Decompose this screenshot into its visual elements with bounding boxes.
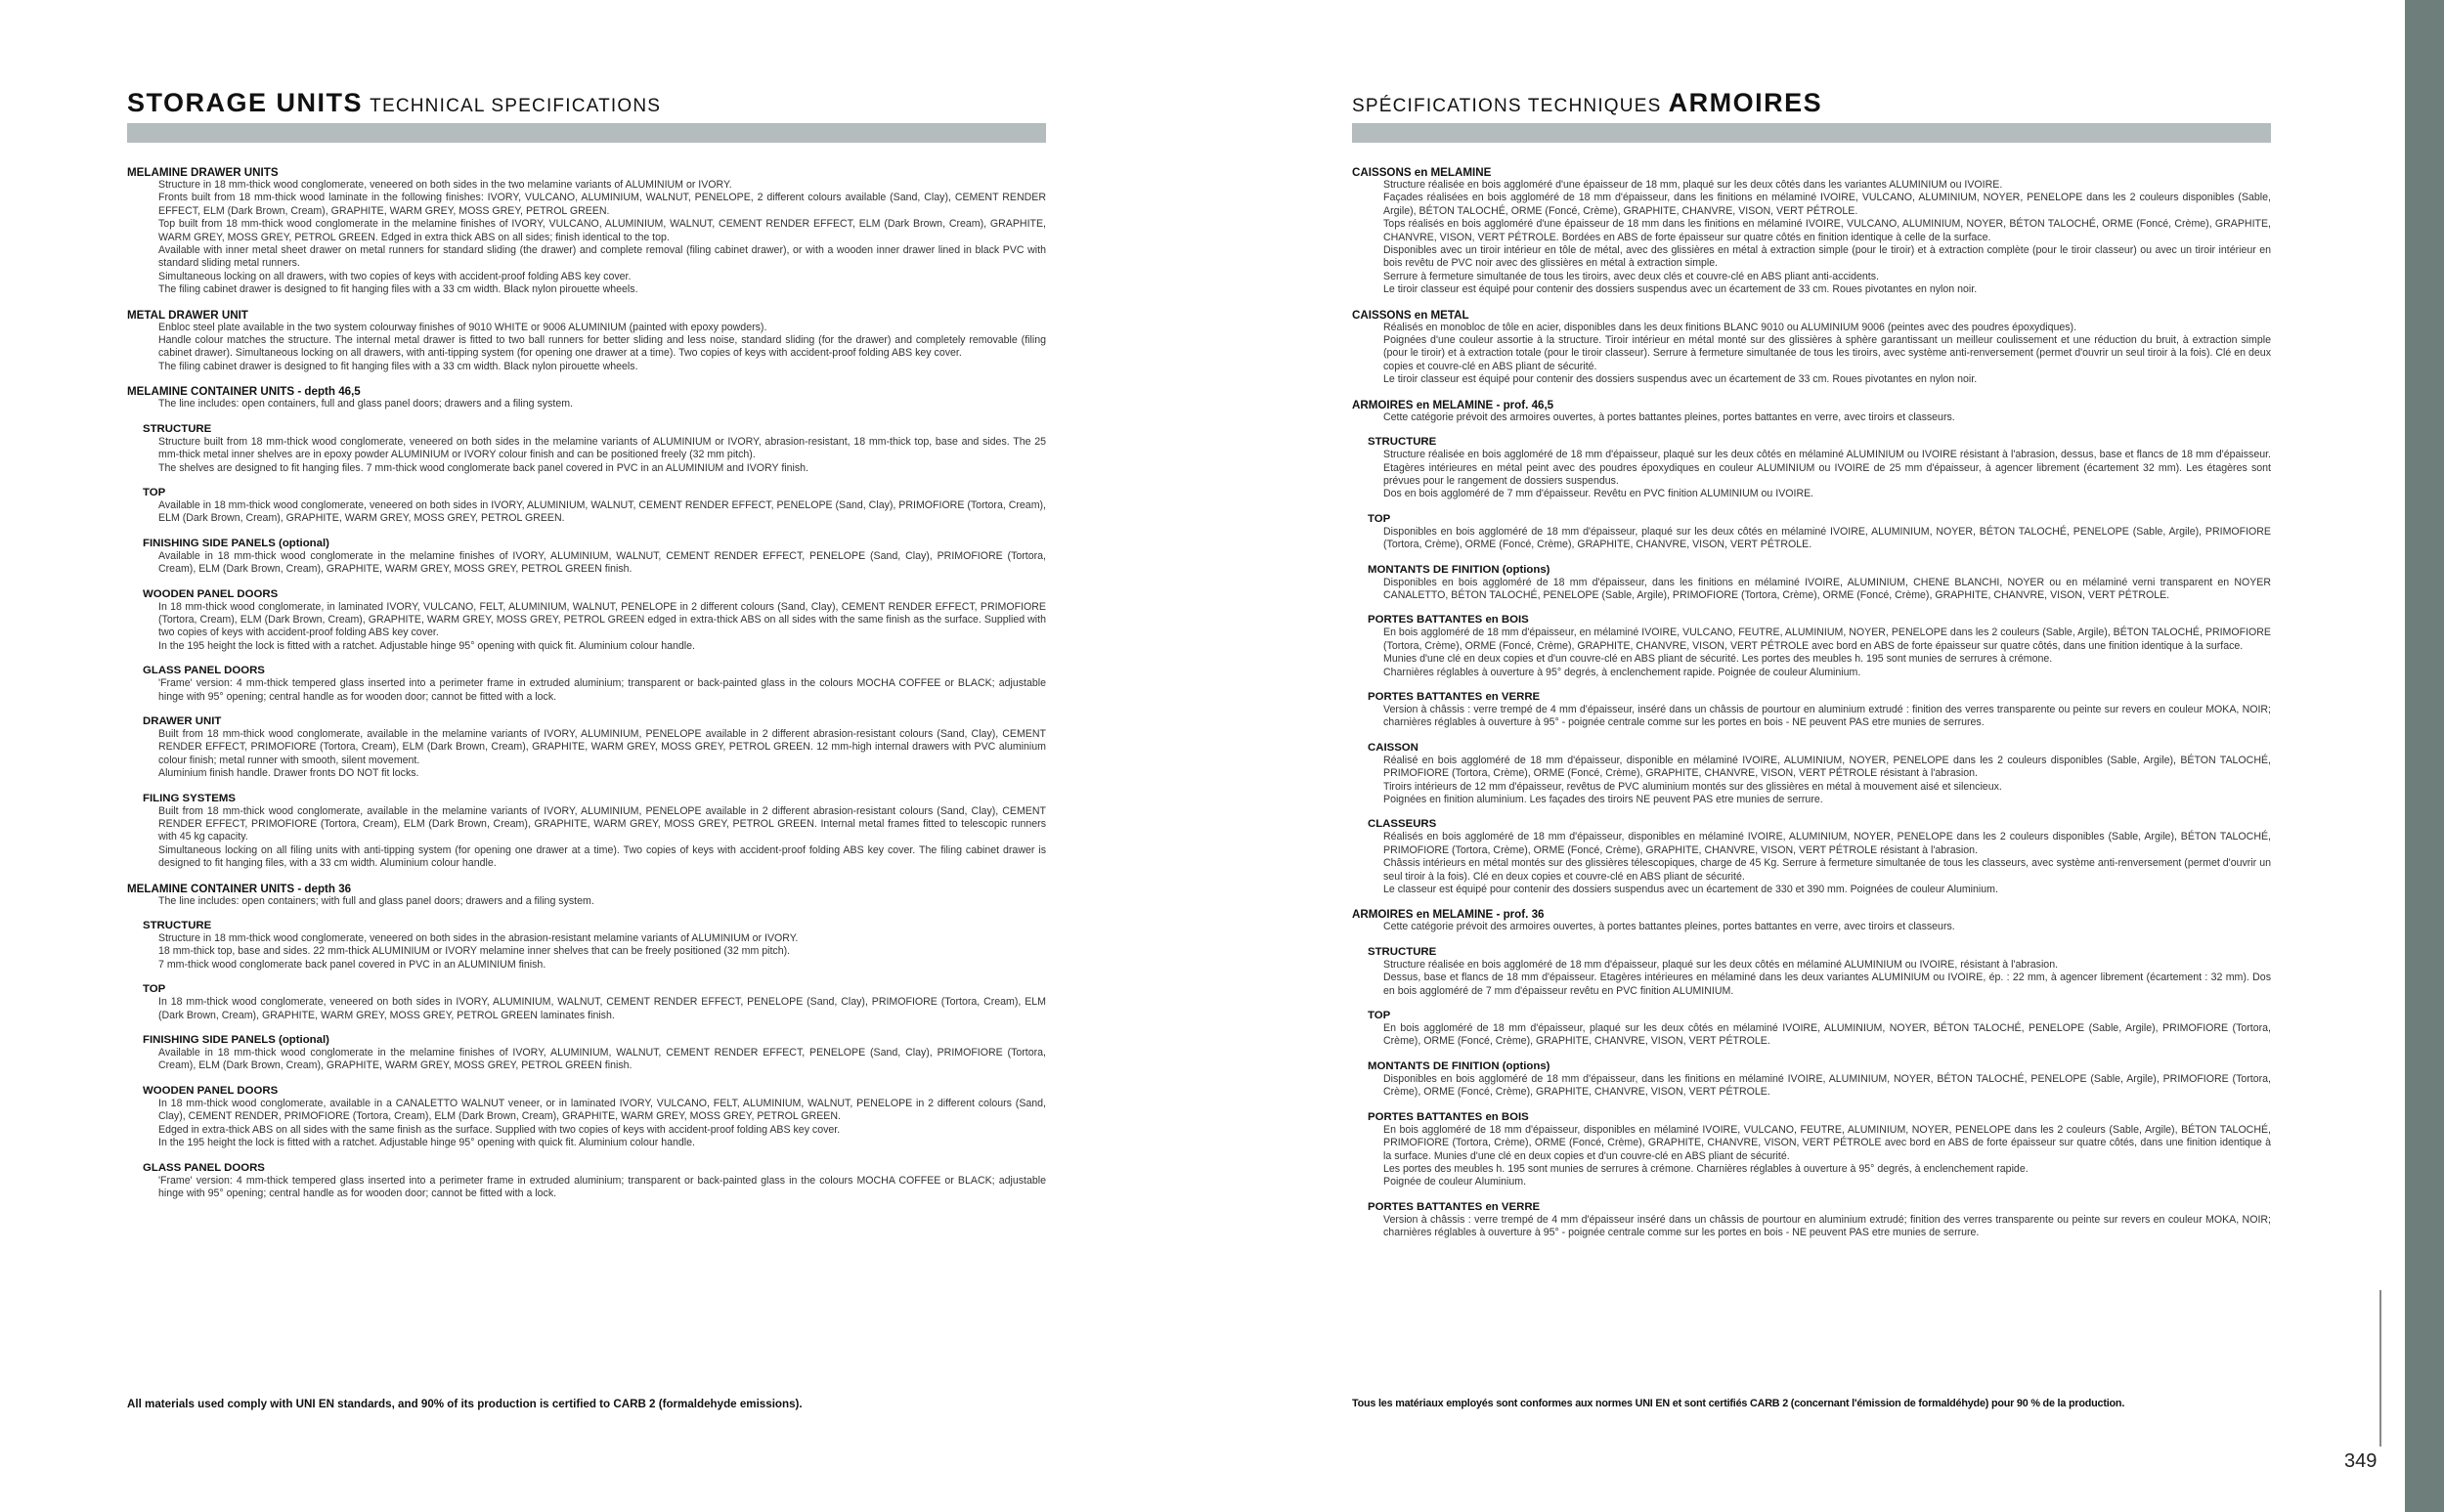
- section-title: WOODEN PANEL DOORS: [143, 1084, 279, 1097]
- section-title: CAISSON: [1368, 741, 1418, 754]
- spec-section: [127, 1162, 1046, 1201]
- section-text: The shelves are designed to fit hanging files. 7 mm-thick wood conglomerate back panel covered in PVC in an ALUMINIUM and IVORY finish.: [158, 461, 809, 474]
- section-text: Le tiroir classeur est équipé pour contenir des dossiers suspendus avec un écartement de 33 cm. Roues pivotantes en nylon noir.: [1383, 283, 1978, 296]
- section-text: Le classeur est équipé pour contenir des dossiers suspendus avec un écartement de 330 et 390 mm. Poignées de couleur Aluminium.: [1383, 884, 1998, 896]
- section-title: MELAMINE DRAWER UNITS: [127, 166, 279, 179]
- section-title: METAL DRAWER UNIT: [127, 308, 248, 322]
- section-text: Structure built from 18 mm-thick wood conglomerate, veneered on both sides in the melamine variants of ALUMINIUM or IVORY, abrasion-resistant, 18 mm-thick top, base and sides. The 25 mm-thick metal inner shelves are in epoxy powder ALUMINIUM or IVORY colour finish and can be positioned freely (32 mm pitch).: [158, 435, 1046, 461]
- section-text: Poignées d'une couleur assortie à la structure. Tiroir intérieur en métal monté sur des glissières à sphère garantissant un meilleur coulissement et une réduction du bruit, à extraction simple (pour le tiroir) et à extraction totale (pour le tiroir classeur). Serrure à fermeture simultanée de tous les tiroirs, avec système anti-renversement (permet d'ouvrir un seul tiroir à la fois). Clé en deux copies et couvre-clé en ABS pliant de sécurité.: [1383, 334, 2271, 372]
- spec-section: [127, 538, 1046, 577]
- section-title: ARMOIRES en MELAMINE - prof. 46,5: [1352, 398, 1554, 411]
- section-title: FINISHING SIDE PANELS (optional): [143, 1034, 329, 1047]
- section-title: GLASS PANEL DOORS: [143, 665, 265, 677]
- spec-section: [127, 983, 1046, 1022]
- section-title: PORTES BATTANTES en BOIS: [1368, 614, 1529, 626]
- section-title: WOODEN PANEL DOORS: [143, 587, 279, 600]
- section-text: Charnières réglables à ouverture à 95° degrés, à enclenchement rapide. Poignée de couleur Aluminium.: [1383, 666, 1861, 678]
- spec-section: [127, 309, 1046, 374]
- section-text: Available in 18 mm-thick wood conglomerate, veneered on both sides in IVORY, ALUMINIUM, WALNUT, CEMENT RENDER EFFECT, PENELOPE (Sand, Clay), PRIMOFIORE (Tortora, Cream), ELM (Dark Brown, Cream), GRAPHITE, WARM GREY, MOSS GREY, PETROL GREEN.: [158, 498, 1046, 525]
- section-title: PORTES BATTANTES en VERRE: [1368, 690, 1541, 703]
- right-heading: [1352, 88, 2271, 123]
- section-text: Top built from 18 mm-thick wood conglomerate in the melamine finishes of IVORY, VULCANO, ALUMINIUM, WALNUT, CEMENT RENDER EFFECT, ELM (Dark Brown, Cream), GRAPHITE, WARM GREY, MOSS GREY, PETROL GREEN. Edged in extra thick ABS on all sides; finish identical to the top.: [158, 218, 1046, 243]
- section-text: Structure réalisée en bois aggloméré d'une épaisseur de 18 mm, plaqué sur les deux côtés dans les variantes ALUMINIUM ou IVOIRE.: [1383, 179, 2003, 191]
- spec-section: [1352, 742, 2271, 807]
- section-text: Structure réalisée en bois aggloméré de 18 mm d'épaisseur, plaqué sur les deux côtés en mélaminé ALUMINIUM ou IVOIRE, résistant à l'abrasion.: [1383, 958, 2059, 971]
- right-title-light: SPÉCIFICATIONS TECHNIQUES: [1352, 96, 1662, 116]
- section-title: PORTES BATTANTES en BOIS: [1368, 1110, 1529, 1123]
- spec-section: [127, 920, 1046, 972]
- section-text: Cette catégorie prévoit des armoires ouvertes, à portes battantes pleines, portes battantes en verre, avec tiroirs et classeurs.: [1383, 410, 1955, 423]
- section-text: Available in 18 mm-thick wood conglomerate in the melamine finishes of IVORY, ALUMINIUM, WALNUT, CEMENT RENDER EFFECT, PENELOPE (Sand, Clay), PRIMOFIORE (Tortora, Cream), ELM (Dark Brown, Cream), GRAPHITE, WARM GREY, MOSS GREY, PETROL GREEN finish.: [158, 549, 1046, 576]
- section-text: Built from 18 mm-thick wood conglomerate, available in the melamine variants of IVORY, ALUMINIUM, PENELOPE available in 2 different abrasion-resistant colours (Sand, Clay), CEMENT RENDER EFFECT, PRIMOFIORE (Tortora, Cream), ELM (Dark Brown, Cream), GRAPHITE, WARM GREY, MOSS GREY, PETROL GREEN. 12 mm-high internal drawers with PVC aluminium colour finish; metal runner with smooth, silent movement.: [158, 727, 1046, 766]
- section-text: Structure in 18 mm-thick wood conglomerate, veneered on both sides in the abrasion-resistant melamine variants of ALUMINIUM or IVORY.: [158, 932, 799, 945]
- spec-section: [127, 166, 1046, 297]
- section-text: Disponibles en bois aggloméré de 18 mm d'épaisseur, plaqué sur les deux côtés en mélaminé IVOIRE, ALUMINIUM, NOYER, BÉTON TALOCHÉ, PENELOPE (Sable, Argile), PRIMOFIORE (Tortora, Crème), ORME (Foncé, Crème), GRAPHITE, CHANVRE, VISON, VERT PÉTROLE.: [1383, 525, 2271, 551]
- section-text: 18 mm-thick top, base and sides. 22 mm-thick ALUMINIUM or IVORY melamine inner shelves that can be freely positioned (32 mm pitch).: [158, 945, 791, 958]
- section-title: MONTANTS DE FINITION (options): [1368, 1059, 1550, 1072]
- spec-section: [1352, 1111, 2271, 1189]
- section-text: Les portes des meubles h. 195 sont munies de serrures à crémone. Charnières réglables à ouverture à 95° degrés, à enclenchement rapide.: [1383, 1162, 2029, 1175]
- section-text: Disponibles avec un tiroir intérieur en tôle de métal, avec des glissières en métal à extraction simple (pour le tiroir) et à extraction complète (pour le tiroir classeur) ou avec un tiroir intérieur en bois revêtu de PVC noir avec des glissières en métal à extraction simple.: [1383, 244, 2271, 270]
- spec-section: [127, 385, 1046, 410]
- section-title: TOP: [143, 983, 166, 996]
- section-text: Disponibles en bois aggloméré de 18 mm d'épaisseur, dans les finitions en mélaminé IVOIRE, ALUMINIUM, NOYER, BÉTON TALOCHÉ, PENELOPE (Sable, Argile), PRIMOFIORE (Tortora, Crème), ORME (Foncé, Crème), GRAPHITE, CHANVRE, VISON, VERT PÉTROLE.: [1383, 1072, 2271, 1099]
- spec-section: [1352, 946, 2271, 998]
- section-text: 'Frame' version: 4 mm-thick tempered glass inserted into a perimeter frame in extruded aluminium; transparent or back-painted glass in the colours MOCHA COFFEE or BLACK; adjustable hinge with 95° opening; central handle as for wooden door; cannot be fitted with a lock.: [158, 1174, 1046, 1199]
- section-text: Tiroirs intérieurs de 12 mm d'épaisseur, revêtus de PVC aluminium montés sur des glissières en métal à mouvement aisé et silencieux.: [1383, 780, 2002, 793]
- spec-section: [1352, 908, 2271, 933]
- section-title: MELAMINE CONTAINER UNITS - depth 36: [127, 882, 352, 895]
- left-title-strong: STORAGE UNITS: [127, 88, 364, 117]
- section-text: Poignée de couleur Aluminium.: [1383, 1176, 1527, 1188]
- section-title: TOP: [1368, 512, 1391, 525]
- section-title: STRUCTURE: [1368, 436, 1437, 449]
- left-title-light: TECHNICAL SPECIFICATIONS: [370, 96, 662, 116]
- section-text: Aluminium finish handle. Drawer fronts DO NOT fit locks.: [158, 767, 419, 780]
- spec-section: [127, 793, 1046, 871]
- section-text: Réalisés en monobloc de tôle en acier, disponibles dans les deux finitions BLANC 9010 ou ALUMINIUM 9006 (peintes avec des poudres époxydiques).: [1383, 321, 2077, 333]
- left-heading: [127, 88, 1046, 123]
- spec-section: [1352, 399, 2271, 424]
- spec-section: [1352, 1201, 2271, 1240]
- page-number: 349: [2344, 1450, 2378, 1472]
- section-title: ARMOIRES en MELAMINE - prof. 36: [1352, 908, 1545, 922]
- section-text: The filing cabinet drawer is designed to fit hanging files with a 33 cm width. Black nylon pirouette wheels.: [158, 360, 638, 372]
- left-heading-bar: [127, 123, 1046, 143]
- section-title: TOP: [1368, 1010, 1391, 1022]
- section-text: In 18 mm-thick wood conglomerate, available in a CANALETTO WALNUT veneer, or in laminated IVORY, VULCANO, FELT, ALUMINIUM, WALNUT, PENELOPE in 2 different colours (Sand, Clay), CEMENT RENDER, PRIMOFIORE (Tortora, Cream), ELM (Dark Brown, Cream), GRAPHITE, WARM GREY, MOSS GREY, PETROL GREEN.: [158, 1097, 1046, 1123]
- spec-section: [127, 1034, 1046, 1073]
- section-text: In 18 mm-thick wood conglomerate, in laminated IVORY, VULCANO, FELT, ALUMINIUM, WALNUT, PENELOPE in 2 different colours (Sand, Clay), CEMENT RENDER EFFECT, PRIMOFIORE (Tortora, Cream), ELM (Dark Brown, Cream), GRAPHITE, WARM GREY, MOSS GREY, PETROL GREEN edged in extra-thick ABS on all sides with the same finish as the surface. Supplied with two copies of keys with accident-proof folding ABS key cover.: [158, 600, 1046, 639]
- right-sections: [1352, 166, 2271, 1240]
- section-text: Poignées en finition aluminium. Les façades des tiroirs NE peuvent PAS etre munies de serrure.: [1383, 794, 1823, 805]
- section-title: STRUCTURE: [143, 920, 212, 932]
- section-text: In the 195 height the lock is fitted with a ratchet. Adjustable hinge 95° opening with quick fit. Aluminium colour handle.: [158, 639, 695, 652]
- section-text: Version à châssis : verre trempé de 4 mm d'épaisseur, inséré dans un châssis de pourtour en aluminium extrudé : finition des verres transparente ou peinte sur revers en couleur MOKA, NOIR; charnières réglables à ouverture à 95° - poignée centrale comme sur les portes en bois - NE peuvent PAS etre munies de serrures.: [1383, 703, 2271, 729]
- spec-section: [1352, 513, 2271, 552]
- left-sections: [127, 166, 1046, 1200]
- section-text: Fronts built from 18 mm-thick wood laminate in the following finishes: IVORY, VULCANO, ALUMINIUM, WALNUT, PENELOPE, 2 different colours available (Sand, Clay), CEMENT RENDER EFFECT, ELM (Dark Brown, Cream), GRAPHITE, WARM GREY, MOSS GREY, PETROL GREEN.: [158, 192, 1046, 217]
- section-text: Munies d'une clé en deux copies et d'un couvre-clé en ABS pliant de sécurité. Les portes des meubles h. 195 sont munies de serrures à crémone.: [1383, 653, 2053, 666]
- section-text: Simultaneous locking on all drawers, with two copies of keys with accident-proof folding ABS key cover.: [158, 270, 632, 282]
- right-footer-note: Tous les matériaux employés sont conformes aux normes UNI EN et sont certifiés CARB 2 (concernant l'émission de formaldéhyde) pour 90 % de la production.: [1352, 1398, 2125, 1409]
- section-text: Built from 18 mm-thick wood conglomerate, available in the melamine variants of IVORY, ALUMINIUM, PENELOPE available in 2 different abrasion-resistant colours (Sand, Clay), CEMENT RENDER EFFECT, PRIMOFIORE (Tortora, Cream), ELM (Dark Brown, Cream), GRAPHITE, WARM GREY, MOSS GREY, PETROL GREEN. Internal metal frames fitted to telescopic runners with 45 kg capacity.: [158, 804, 1046, 843]
- section-title: STRUCTURE: [1368, 945, 1437, 958]
- section-text: Simultaneous locking on all filing units with anti-tipping system (for opening one drawer at a time). Two copies of keys with accident-proof folding ABS key cover. The filing cabinet drawer is designed to fit hanging files, with a 33 cm width. Aluminium colour handle.: [158, 843, 1046, 870]
- section-text: Available in 18 mm-thick wood conglomerate in the melamine finishes of IVORY, ALUMINIUM, WALNUT, CEMENT RENDER EFFECT, PENELOPE (Sand, Clay), PRIMOFIORE (Tortora, Cream), ELM (Dark Brown, Cream), GRAPHITE, WARM GREY, MOSS GREY, PETROL GREEN finish.: [158, 1047, 1046, 1072]
- page-number-rule: [2379, 1290, 2381, 1447]
- spec-section: [1352, 818, 2271, 896]
- section-text: Edged in extra-thick ABS on all sides with the same finish as the surface. Supplied with two copies of keys with accident-proof folding ABS key cover.: [158, 1123, 841, 1136]
- section-title: DRAWER UNIT: [143, 714, 222, 727]
- spec-section: [1352, 614, 2271, 679]
- section-text: Tops réalisés en bois aggloméré d'une épaisseur de 18 mm dans les finitions en mélaminé IVOIRE, VULCANO, ALUMINIUM, NOYER, BÉTON TALOCHÉ, ORME (Foncé, Crème), GRAPHITE, CHANVRE, VISON, VERT PÉTROLE. Bordées en ABS de forte épaisseur sur quatre côtés en finition identique à celle de la surface.: [1383, 218, 2271, 243]
- section-text: Handle colour matches the structure. The internal metal drawer is fitted to two ball runners for better sliding and less noise, standard sliding (for the drawer) and completely removable (filing cabinet drawer). Simultaneous locking on all drawers, with anti-tipping system (for opening one drawer at a time). Two copies of keys with accident-proof folding ABS key cover.: [158, 334, 1046, 360]
- section-text: En bois aggloméré de 18 mm d'épaisseur, disponibles en mélaminé IVOIRE, VULCANO, FEUTRE, ALUMINIUM, NOYER, PENELOPE dans les 2 couleurs (Sable, Argile), BÉTON TALOCHÉ, PRIMOFIORE (Tortora, Crème), ORME (Foncé, Crème), GRAPHITE, CHANVRE, VISON, VERT PÉTROLE avec bord en ABS de forte épaisseur sur quatre côtés, dans une finition identique à la surface. Munies d'une clé en deux copies et d'un couvre-clé en ABS pliant de sécurité.: [1383, 1123, 2271, 1162]
- right-column: [1352, 88, 2271, 1252]
- section-text: Réalisés en bois aggloméré de 18 mm d'épaisseur, disponibles en mélaminé IVOIRE, ALUMINIUM, NOYER, PENELOPE dans les 2 couleurs disponibles (Sable, Argile), BÉTON TALOCHÉ, PRIMOFIORE (Tortora, Crème), ORME (Foncé, Crème), GRAPHITE, CHANVRE, VISON, VERT PÉTROLE résistant à l'abrasion.: [1383, 831, 2271, 856]
- section-title: CLASSEURS: [1368, 818, 1437, 831]
- section-title: STRUCTURE: [143, 422, 212, 435]
- spec-section: [127, 1085, 1046, 1150]
- spec-section: [1352, 1010, 2271, 1049]
- spec-section: [1352, 691, 2271, 730]
- section-text: Structure in 18 mm-thick wood conglomerate, veneered on both sides in the two melamine variants of ALUMINIUM or IVORY.: [158, 179, 732, 191]
- section-text: Disponibles en bois aggloméré de 18 mm d'épaisseur, dans les finitions en mélaminé IVOIRE, ALUMINIUM, CHENE BLANCHI, NOYER ou en mélaminé verni transparent en NOYER CANALETTO, BÉTON TALOCHÉ, PENELOPE (Sable, Argile), PRIMOFIORE (Tortora, Crème), ORME (Foncé, Crème), GRAPHITE, CHANVRE, VISON, VERT PÉTROLE.: [1383, 576, 2271, 601]
- spec-section: [127, 588, 1046, 654]
- section-text: Le tiroir classeur est équipé pour contenir des dossiers suspendus avec un écartement de 33 cm. Roues pivotantes en nylon noir.: [1383, 373, 1978, 386]
- section-text: Réalisé en bois aggloméré de 18 mm d'épaisseur, disponible en mélaminé IVOIRE, ALUMINIUM, NOYER, PENELOPE dans les 2 couleurs disponibles (Sable, Argile), BÉTON TALOCHÉ, PRIMOFIORE (Tortora, Crème), ORME (Foncé, Crème), GRAPHITE, CHANVRE, VISON, VERT PÉTROLE résistant à l'abrasion.: [1383, 754, 2271, 780]
- section-text: In 18 mm-thick wood conglomerate, veneered on both sides in IVORY, ALUMINIUM, WALNUT, CEMENT RENDER EFFECT, PENELOPE (Sand, Clay), PRIMOFIORE (Tortora, Cream), ELM (Dark Brown, Cream), GRAPHITE, WARM GREY, MOSS GREY, PETROL GREEN laminates finish.: [158, 996, 1046, 1021]
- section-text: The line includes: open containers, full and glass panel doors; drawers and a filing system.: [158, 398, 573, 410]
- spec-section: [127, 487, 1046, 526]
- section-text: In the 195 height the lock is fitted with a ratchet. Adjustable hinge 95° opening with quick fit. Aluminium colour handle.: [158, 1137, 695, 1149]
- section-title: GLASS PANEL DOORS: [143, 1161, 265, 1174]
- left-footer-note: All materials used comply with UNI EN standards, and 90% of its production is certified to CARB 2 (formaldehyde emissions).: [127, 1398, 803, 1410]
- side-color-strip: [2405, 0, 2444, 1512]
- section-text: Dessus, base et flancs de 18 mm d'épaisseur. Etagères intérieures en mélaminé dans les deux variantes ALUMINIUM ou IVOIRE, ép. : 22 mm, à agencer librement (écartement : 32 mm). Dos en bois aggloméré de 7 mm d'épaisseur revêtu en PVC finition ALUMINIUM.: [1383, 972, 2271, 997]
- section-text: Serrure à fermeture simultanée de tous les tiroirs, avec deux clés et couvre-clé en ABS pliant anti-accidents.: [1383, 270, 1879, 282]
- right-title-strong: ARMOIRES: [1668, 88, 1823, 117]
- section-text: The line includes: open containers; with full and glass panel doors; drawers and a filing system.: [158, 894, 594, 907]
- section-title: CAISSONS en METAL: [1352, 308, 1469, 322]
- section-text: En bois aggloméré de 18 mm d'épaisseur, plaqué sur les deux côtés en mélaminé IVOIRE, ALUMINIUM, NOYER, BÉTON TALOCHÉ, PENELOPE (Sable, Argile), PRIMOFIORE (Tortora, Crème), ORME (Foncé, Crème), GRAPHITE, CHANVRE, VISON, VERT PÉTROLE.: [1383, 1022, 2271, 1048]
- spec-section: [127, 883, 1046, 908]
- section-title: PORTES BATTANTES en VERRE: [1368, 1200, 1541, 1213]
- section-text: The filing cabinet drawer is designed to fit hanging files with a 33 cm width. Black nylon pirouette wheels.: [158, 283, 638, 296]
- spec-section: [1352, 436, 2271, 501]
- section-text: Châssis intérieurs en métal montés sur des glissières télescopiques, charge de 45 Kg. Serrure à fermeture simultanée de tous les classeurs, avec système anti-renversement (permet d'ouvrir un seul tiroir à la fois). Clé en deux copies et couvre-clé en ABS pliant de sécurité.: [1383, 857, 2271, 883]
- section-text: En bois aggloméré de 18 mm d'épaisseur, en mélaminé IVOIRE, VULCANO, FEUTRE, ALUMINIUM, NOYER, PENELOPE dans les 2 couleurs (Sable, Argile), BÉTON TALOCHÉ, PRIMOFIORE (Tortora, Crème), ORME (Foncé, Crème), GRAPHITE, CHANVRE, VISON, VERT PÉTROLE avec bord en ABS de forte épaisseur sur quatre côtés, dans une finition identique à la surface.: [1383, 626, 2271, 652]
- section-text: Cette catégorie prévoit des armoires ouvertes, à portes battantes pleines, portes battantes en verre, avec tiroirs et classeurs.: [1383, 921, 1955, 933]
- spec-section: [1352, 564, 2271, 603]
- section-text: Available with inner metal sheet drawer on metal runners for standard sliding (the drawer) and complete removal (filing cabinet drawer), or with a wooden inner drawer lined in black PVC with standard sliding metal runners.: [158, 244, 1046, 270]
- section-text: Structure réalisée en bois aggloméré de 18 mm d'épaisseur, plaqué sur les deux côtés en mélaminé ALUMINIUM ou IVOIRE résistant à l'abrasion, dessus, base et flancs de 18 mm d'épaisseur. Etagères intérieures en métal peint avec des poudres époxydiques en couleur ALUMINIUM ou IVOIRE de 25 mm d'épaisseur, à agencer librement (écartement 32 mm). Les étagères sont prévues pour le rangement de dossiers suspendus.: [1383, 449, 2271, 487]
- section-title: FINISHING SIDE PANELS (optional): [143, 537, 329, 549]
- section-text: 'Frame' version: 4 mm-thick tempered glass inserted into a perimeter frame in extruded aluminium; transparent or back-painted glass in the colours MOCHA COFFEE or BLACK; adjustable hinge with 95° opening; central handle as for wooden door; cannot be fitted with a lock.: [158, 677, 1046, 703]
- spec-section: [127, 715, 1046, 781]
- section-text: Façades réalisées en bois aggloméré de 18 mm d'épaisseur, dans les finitions en mélaminé IVOIRE, VULCANO, ALUMINIUM, NOYER, PENELOPE dans les 2 couleurs disponibles (Sable, Argile), BÉTON TALOCHÉ, ORME (Foncé, Crème), GRAPHITE, CHANVRE, VISON, VERT PÉTROLE.: [1383, 192, 2271, 217]
- spec-section: [1352, 166, 2271, 297]
- right-heading-bar: [1352, 123, 2271, 143]
- section-title: MONTANTS DE FINITION (options): [1368, 563, 1550, 576]
- spec-section: [127, 665, 1046, 704]
- spec-section: [127, 423, 1046, 475]
- spec-section: [1352, 1060, 2271, 1100]
- section-title: CAISSONS en MELAMINE: [1352, 166, 1492, 179]
- left-column: [127, 88, 1046, 1212]
- section-title: TOP: [143, 486, 166, 498]
- section-title: MELAMINE CONTAINER UNITS - depth 46,5: [127, 385, 361, 399]
- section-text: 7 mm-thick wood conglomerate back panel covered in PVC in an ALUMINIUM finish.: [158, 958, 546, 971]
- section-text: Enbloc steel plate available in the two system colourway finishes of 9010 WHITE or 9006 ALUMINIUM (painted with epoxy powders).: [158, 321, 767, 333]
- section-text: Version à châssis : verre trempé de 4 mm d'épaisseur inséré dans un châssis de pourtour en aluminium extrudé; finition des verres transparente ou peinte sur revers en couleur MOKA, NOIR; charnières réglables à ouverture à 95° - poignée centrale comme sur les portes en bois - NE peuvent PAS etre munies de serrure.: [1383, 1213, 2271, 1239]
- section-text: Dos en bois aggloméré de 7 mm d'épaisseur. Revêtu en PVC finition ALUMINIUM ou IVOIRE.: [1383, 488, 1814, 500]
- section-title: FILING SYSTEMS: [143, 792, 236, 804]
- spec-section: [1352, 309, 2271, 387]
